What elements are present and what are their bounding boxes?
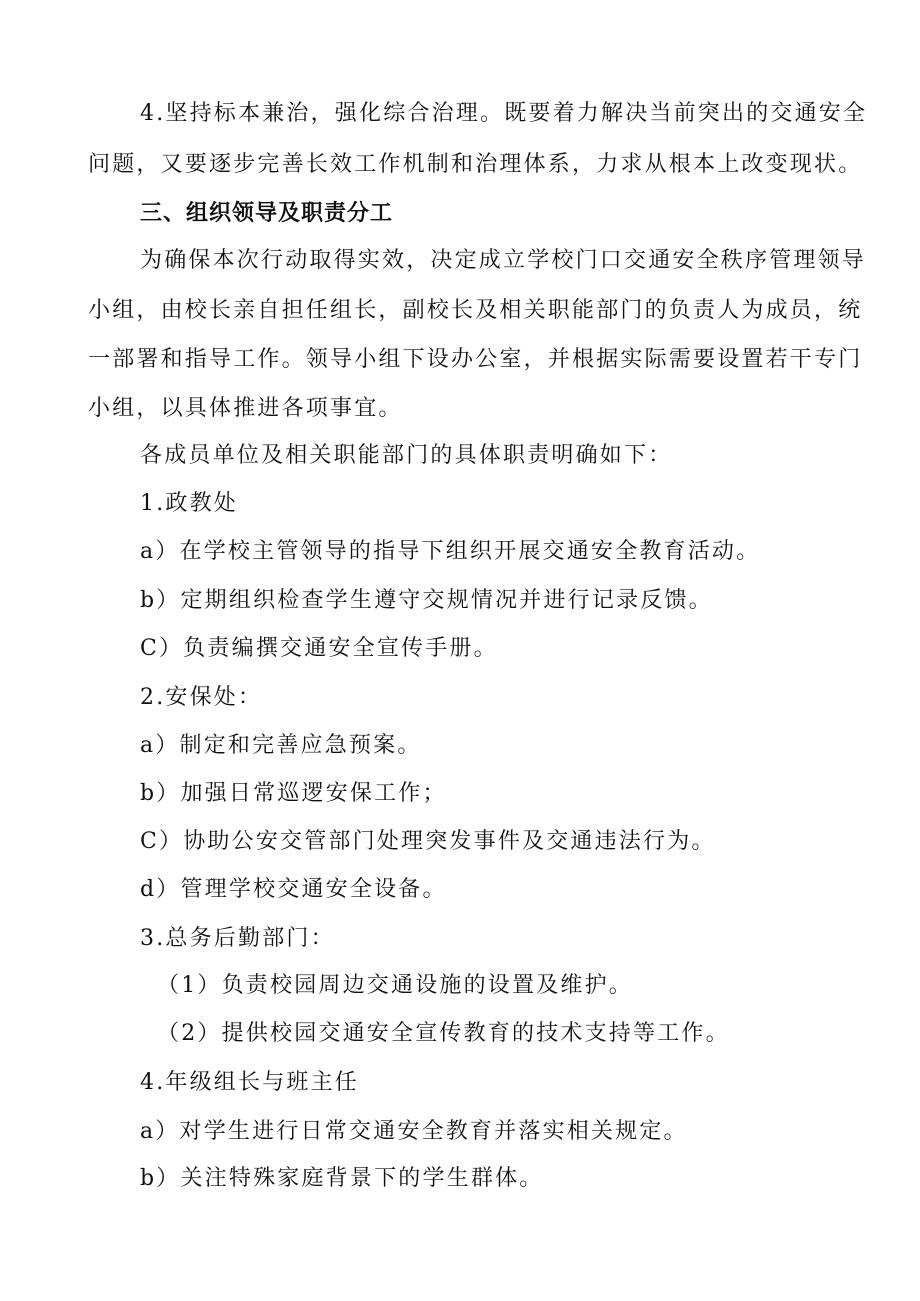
dept-2-item-c: C）协助公安交管部门处理突发事件及交通违法行为。 (140, 829, 716, 854)
dept-4-title: 4.年级组长与班主任 (140, 1070, 359, 1095)
duties-intro: 各成员单位及相关职能部门的具体职责明确如下： (140, 443, 673, 468)
dept-3-item-1: （1）负责校园周边交通设施的设置及维护。 (157, 973, 633, 998)
dept-3-item-2: （2）提供校园交通安全宣传教育的技术支持等工作。 (157, 1021, 730, 1046)
intro-line-1: 为确保本次行动取得实效，决定成立学校门口交通安全秩序管理领导 (140, 248, 867, 273)
dept-1-title: 1.政教处 (140, 491, 238, 516)
section-3-heading: 三、组织领导及职责分工 (140, 201, 394, 226)
dept-3-title: 3.总务后勤部门： (140, 926, 335, 951)
dept-2-item-a: a）制定和完善应急预案。 (140, 733, 422, 758)
dept-1-item-b: b）定期组织检查学生遵守交规情况并进行记录反馈。 (140, 588, 713, 613)
dept-1-item-a: a）在学校主管领导的指导下组织开展交通安全教育活动。 (140, 539, 761, 564)
dept-2-item-b: b）加强日常巡逻安保工作； (140, 781, 447, 806)
para-4-line-1: 4.坚持标本兼治，强化综合治理。既要着力解决当前突出的交通安全 (140, 101, 868, 126)
dept-1-item-c: C）负责编撰交通安全宣传手册。 (140, 636, 498, 661)
dept-4-item-a: a）对学生进行日常交通安全教育并落实相关规定。 (140, 1119, 688, 1144)
para-4-line-2: 问题，又要逐步完善长效工作机制和治理体系，力求从根本上改变现状。 (88, 152, 863, 177)
intro-line-2: 小组，由校长亲自担任组长，副校长及相关职能部门的负责人为成员，统 (88, 298, 863, 323)
dept-2-item-d: d）管理学校交通安全设备。 (140, 877, 447, 902)
dept-2-title: 2.安保处： (140, 685, 263, 710)
intro-line-4: 小组，以具体推进各项事宜。 (88, 396, 403, 421)
dept-4-item-b: b）关注特殊家庭背景下的学生群体。 (140, 1166, 544, 1191)
intro-line-3: 一部署和指导工作。领导小组下设办公室，并根据实际需要设置若干专门 (88, 347, 863, 372)
